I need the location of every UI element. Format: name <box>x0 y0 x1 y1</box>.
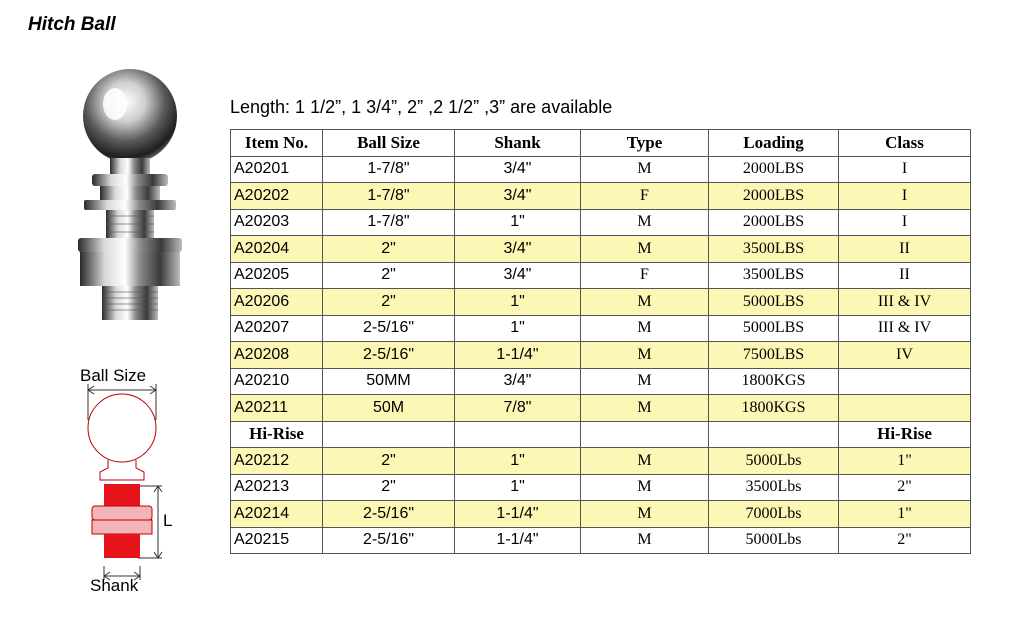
shank-cell: 3/4" <box>455 156 581 183</box>
table-row <box>231 448 971 475</box>
loading-cell: 5000LBS <box>709 315 839 342</box>
item-no-cell: A20204 <box>231 236 323 263</box>
type-cell: M <box>581 527 709 554</box>
item-no-cell: A20212 <box>231 448 323 475</box>
class-cell: I <box>839 209 971 236</box>
loading-cell: 2000LBS <box>709 209 839 236</box>
type-cell: F <box>581 183 709 210</box>
table-row <box>231 209 971 236</box>
table-header-row <box>231 130 971 157</box>
type-cell: M <box>581 315 709 342</box>
loading-cell: 3500Lbs <box>709 474 839 501</box>
hi-rise-class-label: Hi-Rise <box>839 421 971 448</box>
loading-cell: 7500LBS <box>709 342 839 369</box>
loading-cell: 5000Lbs <box>709 448 839 475</box>
type-cell: M <box>581 448 709 475</box>
shank-cell: 1-1/4" <box>455 527 581 554</box>
table-row <box>231 368 971 395</box>
hitch-ball-photo <box>70 66 190 326</box>
shank-cell: 1-1/4" <box>455 501 581 528</box>
header-ball-size: Ball Size <box>323 130 455 157</box>
shank-cell: 3/4" <box>455 236 581 263</box>
table-row <box>231 395 971 422</box>
item-no-cell: A20213 <box>231 474 323 501</box>
ball-size-cell: 2" <box>323 262 455 289</box>
length-label: L <box>163 511 173 530</box>
ball-size-cell: 1-7/8" <box>323 156 455 183</box>
empty-cell <box>323 421 455 448</box>
shank-cell: 1-1/4" <box>455 342 581 369</box>
ball-size-cell: 2-5/16" <box>323 315 455 342</box>
class-cell: II <box>839 262 971 289</box>
table-row <box>231 527 971 554</box>
loading-cell: 3500LBS <box>709 236 839 263</box>
item-no-cell: A20206 <box>231 289 323 316</box>
item-no-cell: A20208 <box>231 342 323 369</box>
rise-cell: 1" <box>839 501 971 528</box>
table-row <box>231 156 971 183</box>
shank-cell: 1" <box>455 474 581 501</box>
table-row <box>231 501 971 528</box>
type-cell: M <box>581 209 709 236</box>
item-no-cell: A20205 <box>231 262 323 289</box>
table-row <box>231 183 971 210</box>
empty-cell <box>709 421 839 448</box>
header-shank: Shank <box>455 130 581 157</box>
loading-cell: 1800KGS <box>709 395 839 422</box>
loading-cell: 1800KGS <box>709 368 839 395</box>
type-cell: M <box>581 395 709 422</box>
class-cell: I <box>839 183 971 210</box>
loading-cell: 5000Lbs <box>709 527 839 554</box>
item-no-cell: A20202 <box>231 183 323 210</box>
ball-size-label: Ball Size <box>80 366 147 385</box>
class-cell: II <box>839 236 971 263</box>
hi-rise-label: Hi-Rise <box>231 421 323 448</box>
type-cell: M <box>581 289 709 316</box>
item-no-cell: A20215 <box>231 527 323 554</box>
ball-size-cell: 1-7/8" <box>323 183 455 210</box>
type-cell: M <box>581 501 709 528</box>
ball-size-cell: 50MM <box>323 368 455 395</box>
type-cell: M <box>581 236 709 263</box>
type-cell: F <box>581 262 709 289</box>
item-no-cell: A20214 <box>231 501 323 528</box>
shank-cell: 1" <box>455 448 581 475</box>
rise-cell: 2" <box>839 474 971 501</box>
loading-cell: 7000Lbs <box>709 501 839 528</box>
shank-cell: 3/4" <box>455 183 581 210</box>
rise-cell: 1" <box>839 448 971 475</box>
shank-cell: 3/4" <box>455 368 581 395</box>
class-cell <box>839 395 971 422</box>
rise-cell: 2" <box>839 527 971 554</box>
item-no-cell: A20210 <box>231 368 323 395</box>
ball-size-cell: 2" <box>323 289 455 316</box>
class-cell: III & IV <box>839 315 971 342</box>
table-row <box>231 315 971 342</box>
class-cell: IV <box>839 342 971 369</box>
class-cell: III & IV <box>839 289 971 316</box>
table-row <box>231 289 971 316</box>
ball-size-cell: 1-7/8" <box>323 209 455 236</box>
shank-cell: 1" <box>455 315 581 342</box>
item-no-cell: A20207 <box>231 315 323 342</box>
loading-cell: 2000LBS <box>709 183 839 210</box>
table-row <box>231 262 971 289</box>
table-row <box>231 236 971 263</box>
header-item-no: Item No. <box>231 130 323 157</box>
hi-rise-section-row <box>231 421 971 448</box>
shank-cell: 1" <box>455 289 581 316</box>
page-title: Hitch Ball <box>28 14 116 35</box>
table-row <box>231 342 971 369</box>
type-cell: M <box>581 342 709 369</box>
empty-cell <box>581 421 709 448</box>
type-cell: M <box>581 156 709 183</box>
shank-cell: 3/4" <box>455 262 581 289</box>
ball-size-cell: 2" <box>323 474 455 501</box>
loading-cell: 3500LBS <box>709 262 839 289</box>
empty-cell <box>455 421 581 448</box>
hitch-ball-spec-table <box>230 129 971 554</box>
ball-size-cell: 2" <box>323 448 455 475</box>
header-loading: Loading <box>709 130 839 157</box>
type-cell: M <box>581 368 709 395</box>
length-availability-note: Length: 1 1/2”, 1 3/4”, 2” ,2 1/2” ,3” are available <box>230 97 613 117</box>
shank-label: Shank <box>90 576 139 595</box>
loading-cell: 2000LBS <box>709 156 839 183</box>
ball-size-cell: 2-5/16" <box>323 527 455 554</box>
item-no-cell: A20201 <box>231 156 323 183</box>
loading-cell: 5000LBS <box>709 289 839 316</box>
item-no-cell: A20211 <box>231 395 323 422</box>
class-cell <box>839 368 971 395</box>
item-no-cell: A20203 <box>231 209 323 236</box>
table-row <box>231 474 971 501</box>
header-type: Type <box>581 130 709 157</box>
type-cell: M <box>581 474 709 501</box>
ball-size-cell: 2-5/16" <box>323 342 455 369</box>
class-cell: I <box>839 156 971 183</box>
ball-size-cell: 2" <box>323 236 455 263</box>
shank-cell: 1" <box>455 209 581 236</box>
header-class: Class <box>839 130 971 157</box>
ball-size-cell: 50M <box>323 395 455 422</box>
ball-size-cell: 2-5/16" <box>323 501 455 528</box>
shank-cell: 7/8" <box>455 395 581 422</box>
